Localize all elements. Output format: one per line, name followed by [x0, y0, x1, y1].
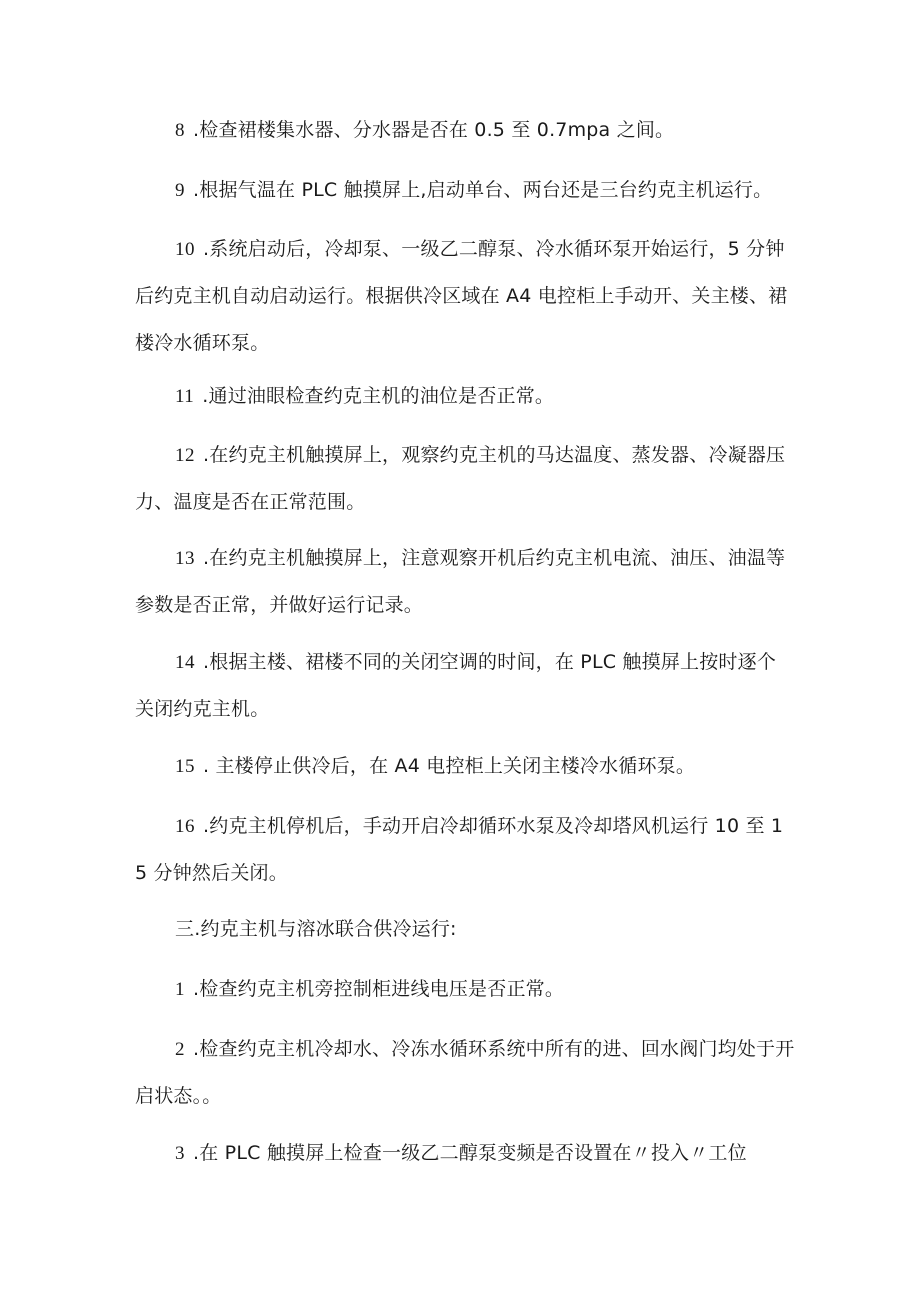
item-number: 15 — [175, 756, 195, 777]
paragraph-text: .约克主机停机后，手动开启冷却循环水泵及冷却塔风机运行 10 至 15 分钟然后关闭。 — [135, 815, 784, 884]
paragraph-item-9 — [135, 167, 795, 214]
paragraph-item-1 — [135, 966, 795, 1013]
paragraph-item-2 — [135, 1026, 795, 1120]
item-number: 1 — [175, 979, 185, 1000]
paragraph-text: .在 PLC 触摸屏上检查一级乙二醇泵变频是否设置在〃投入〃工位 — [193, 1142, 747, 1164]
paragraph-item-3 — [135, 1130, 795, 1177]
item-number: 3 — [175, 1143, 185, 1164]
section-heading — [135, 906, 795, 953]
paragraph-item-12 — [135, 432, 795, 526]
paragraph-item-11 — [135, 373, 795, 420]
paragraph-text: .检查裙楼集水器、分水器是否在 0.5 至 0.7mpa 之间。 — [193, 119, 675, 141]
paragraph-text: . 主楼停止供冷后，在 A4 电控柜上关闭主楼冷水循环泵。 — [203, 755, 696, 777]
paragraph-item-16 — [135, 803, 795, 897]
paragraph-text: .检查约克主机冷却水、冷冻水循环系统中所有的进、回水阀门均处于开启状态。。 — [135, 1038, 795, 1107]
item-number: 13 — [175, 548, 195, 569]
paragraph-item-8 — [135, 107, 795, 154]
item-number: 9 — [175, 180, 185, 201]
paragraph-text: .通过油眼检查约克主机的油位是否正常。 — [202, 385, 555, 407]
paragraph-text: .在约克主机触摸屏上，观察约克主机的马达温度、蒸发器、冷凝器压力、温度是否在正常范围。 — [135, 444, 786, 513]
paragraph-item-15 — [135, 743, 795, 790]
item-number: 10 — [175, 239, 195, 260]
paragraph-text: .在约克主机触摸屏上，注意观察开机后约克主机电流、油压、油温等参数是否正常，并做好运行记录。 — [135, 547, 786, 616]
item-number: 8 — [175, 120, 185, 141]
item-number: 2 — [175, 1039, 185, 1060]
paragraph-text: .系统启动后，冷却泵、一级乙二醇泵、冷水循环泵开始运行，5 分钟后约克主机自动启动运行。根据供冷区域在 A4 电控柜上手动开、关主楼、裙楼冷水循环泵。 — [135, 238, 788, 354]
paragraph-text: .根据气温在 PLC 触摸屏上,启动单台、两台还是三台约克主机运行。 — [193, 179, 773, 201]
item-number: 16 — [175, 816, 195, 837]
paragraph-item-13 — [135, 535, 795, 629]
paragraph-item-10 — [135, 226, 795, 367]
section-heading-text: 三.约克主机与溶冰联合供冷运行: — [175, 918, 457, 940]
paragraph-text: .检查约克主机旁控制柜进线电压是否正常。 — [193, 978, 565, 1000]
item-number: 14 — [175, 652, 195, 673]
item-number: 11 — [175, 386, 195, 407]
paragraph-item-14 — [135, 639, 795, 733]
item-number: 12 — [175, 445, 195, 466]
paragraph-text: .根据主楼、裙楼不同的关闭空调的时间，在 PLC 触摸屏上按时逐个关闭约克主机。 — [135, 651, 777, 720]
